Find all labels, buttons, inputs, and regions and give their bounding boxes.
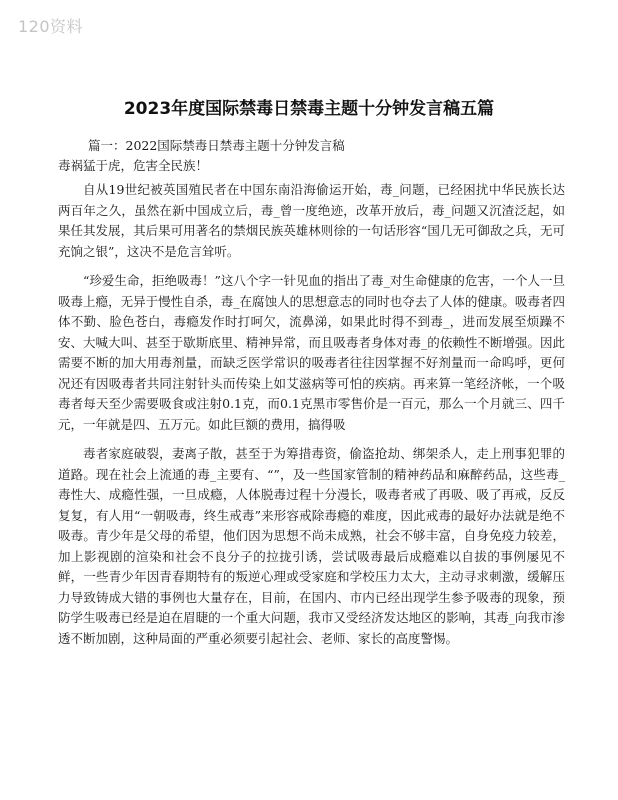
paragraph-1: 自从19世纪被英国殖民者在中国东南沿海偷运开始，毒_问题，已经困扰中华民族长达两百年之久，虽然在新中国成立后，毒_曾一度绝迹，改革开放后，毒_问题又沉渣泛起，如果任其发展，其后果可用著名的禁烟民族英雄林则徐的一句话形容“国几无可御敌之兵，无可充饷之银”，这决不是危言耸听。 xyxy=(58,182,565,259)
paragraph-3: 毒者家庭破裂，妻离子散，甚至于为筹措毒资，偷盗抢劫、绑架杀人，走上刑事犯罪的道路。现在社会上流通的毒_主要有、“”，及一些国家管制的精神药品和麻醉药品，这些毒_毒性大、成瘾性强，一旦成瘾，人体脱毒过程十分漫长，吸毒者戒了再吸、吸了再戒，反反复复，有人用“一朝吸毒，终生戒毒”来形容戒除毒瘾的难度，因此戒毒的最好办法就是绝不吸毒。青少年是父母的希望，他们因为思想不尚未成熟，社会不够丰富，自身免疫力较差，加上影视剧的渲染和社会不良分子的拉拢引诱，尝试吸毒最后成瘾难以自拔的事例屡见不鲜，一些青少年因青春期特有的叛逆心理或受家庭和学校压力太大，主动寻求刺激，缓解压力导致铸成大错的事例也大量存在，目前，在国内、市内已经出现学生参予吸毒的现象，预防学生吸毒已经是迫在眉睫的一个重大问题，我市又受经济发达地区的影响，其毒_向我市渗透不断加剧，这种局面的严重必须要引起社会、老师、家长的高度警惕。 xyxy=(58,446,565,646)
article-body xyxy=(58,180,565,658)
watermark-text: 120资料 xyxy=(18,17,84,36)
document-title: 2023年度国际禁毒日禁毒主题十分钟发言稿五篇 xyxy=(123,99,495,119)
section-label: 篇一：2022国际禁毒日禁毒主题十分钟发言稿 xyxy=(88,138,345,153)
paragraph-2: “珍爱生命，拒绝吸毒！”这八个字一针见血的指出了毒_对生命健康的危害，一个人一旦吸毒上瘾，无异于慢性自杀，毒_在腐蚀人的思想意志的同时也夺去了人体的健康。吸毒者四体不勤、脸色苍白，毒瘾发作时打呵欠，流鼻涕，如果此时得不到毒_，进而发展至烦躁不安、大喊大叫、甚至于歇斯底里、精神异常，而且吸毒者身体对毒_的依赖性不断增强。因此需要不断的加大用毒剂量，而缺乏医学常识的吸毒者往往因掌握不好剂量而一命呜呼，更何况还有因吸毒者共同注射针头而传染上如艾滋病等可怕的疾病。再来算一笔经济帐，一个吸毒者每天至少需要吸食或注射0.1克，而0.1克黑市零售价是一百元，那么一个月就三、四千元，一年就是四、五万元。如此巨额的费用，搞得吸 xyxy=(58,273,565,432)
section-slogan: 毒祸猛于虎，危害全民族！ xyxy=(58,158,209,173)
section-heading xyxy=(58,136,565,176)
